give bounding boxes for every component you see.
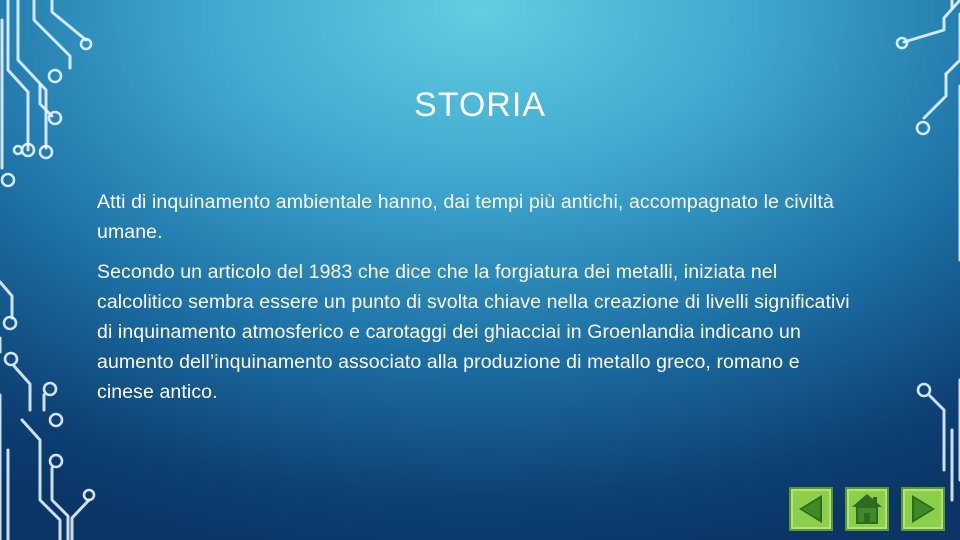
home-button[interactable] — [845, 487, 889, 531]
previous-slide-button[interactable] — [789, 487, 833, 531]
arrow-right-icon — [903, 489, 943, 529]
arrow-left-icon — [791, 489, 831, 529]
home-icon — [847, 489, 887, 529]
slide-title — [0, 86, 960, 125]
next-slide-button[interactable] — [901, 487, 945, 531]
body-paragraph-1: Atti di inquinamento ambientale hanno, dai tempi più antichi, accompagnato le civiltà umane. — [97, 191, 834, 243]
slide-body — [97, 187, 857, 417]
body-paragraph-2: Secondo un articolo del 1983 che dice che la forgiatura dei metalli, iniziata nel calcolitico sembra essere un punto di svolta chiave nella creazione di livelli significativi di inquinamento atmosferico e carotaggi dei ghiacciai in Groenlandia indicano un aumento dell’inquinamento associato alla produzione di metallo greco, romano e cinese antico. — [97, 261, 850, 403]
slide-title-text: STORIA — [414, 86, 546, 124]
